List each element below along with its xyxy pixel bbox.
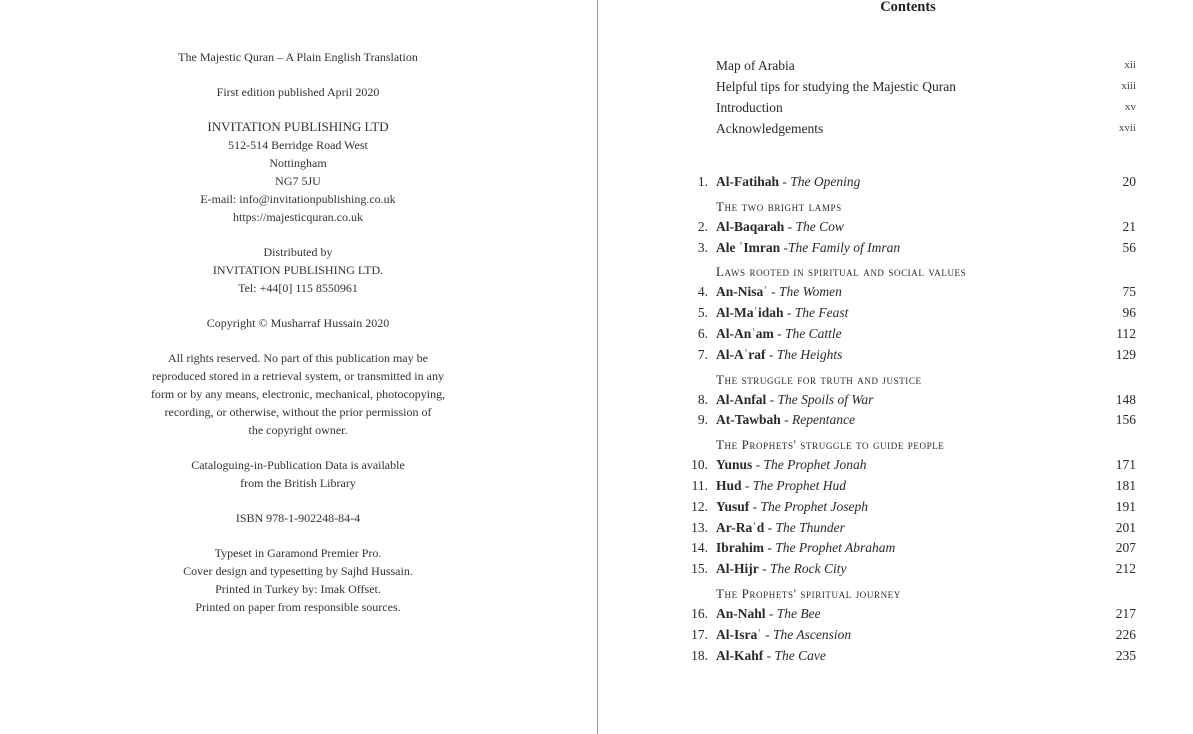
front-matter-page: xv: [1125, 101, 1136, 113]
toc-entry-surah-name: Ibrahim: [716, 540, 765, 556]
toc-entry-page: 171: [1115, 457, 1136, 473]
imprint-line: NG7 5JU: [275, 174, 321, 188]
toc-entry-separator: -: [773, 325, 785, 341]
imprint-isbn: [98, 509, 498, 527]
toc-entry-number: 3.: [697, 239, 708, 255]
toc-entry-number: 8.: [697, 391, 708, 407]
toc-entry[interactable]: [674, 345, 1136, 366]
toc-entry-translation: The Rock City: [770, 561, 847, 577]
toc-entry-separator: -: [763, 647, 775, 663]
toc-entry[interactable]: [674, 282, 1136, 303]
imprint-line: https://majesticquran.co.uk: [233, 210, 363, 224]
imprint-line: Printed in Turkey by: Imak Offset.: [215, 582, 381, 596]
toc-entry-separator: -: [765, 346, 777, 362]
toc-entry-surah-name: Al-Maʾidah: [716, 305, 784, 321]
toc-entry-page: 56: [1122, 239, 1136, 255]
toc-entry-surah-name: Al-Anʿam: [716, 325, 774, 341]
imprint-copyright: [98, 314, 498, 332]
imprint-edition: [98, 83, 498, 101]
toc-entry-surah-name: Al-Aʿraf: [716, 346, 766, 362]
toc-entry-separator: -: [765, 605, 777, 621]
front-matter-label: Map of Arabia: [716, 58, 795, 73]
toc-entry-translation: The Cow: [795, 218, 844, 234]
front-matter-label: Introduction: [716, 100, 783, 115]
toc-entry-page: 129: [1115, 346, 1136, 362]
toc-entry-translation: The Cattle: [785, 325, 842, 341]
toc-entry-page: 21: [1122, 218, 1136, 234]
toc-entry[interactable]: [674, 497, 1136, 518]
toc-entry-surah-name: Al-Hijr: [716, 561, 759, 577]
toc-entry[interactable]: [674, 625, 1136, 646]
imprint-line: the copyright owner.: [248, 423, 348, 437]
imprint-line: Cover design and typesetting by Sajhd Hussain.: [183, 564, 413, 578]
toc-entry-page: 148: [1115, 391, 1136, 407]
contents-page: [598, 0, 1193, 734]
surah-contents-list: [674, 172, 1136, 670]
imprint-line: INVITATION PUBLISHING LTD.: [212, 263, 384, 277]
toc-entry-separator: -: [752, 457, 764, 473]
toc-entry-separator: -: [758, 561, 770, 577]
toc-entry-number: 1.: [697, 174, 708, 189]
imprint-block: [98, 48, 498, 633]
toc-entry[interactable]: [674, 238, 1136, 259]
toc-entry-page: 20: [1122, 174, 1136, 189]
toc-entry-translation: The Family of Imran: [788, 239, 901, 255]
toc-entry-number: 10.: [691, 457, 708, 473]
toc-entry-page: 75: [1122, 284, 1136, 300]
front-matter-item[interactable]: [716, 55, 1136, 76]
toc-entry-translation: Repentance: [792, 412, 855, 428]
front-matter-item[interactable]: [716, 97, 1136, 118]
toc-entry-surah-name: Yusuf: [716, 498, 750, 514]
toc-entry-page: 96: [1122, 305, 1136, 321]
toc-entry-number: 9.: [697, 412, 708, 428]
toc-section-heading: The struggle for truth and justice: [716, 371, 922, 387]
toc-entry-surah-name: Yunus: [716, 457, 753, 473]
imprint-line: All rights reserved. No part of this publication may be: [168, 351, 428, 365]
imprint-line: Tel: +44[0] 115 8550961: [238, 281, 358, 295]
front-matter-label: Helpful tips for studying the Majestic Quran: [716, 79, 956, 94]
toc-entry[interactable]: [674, 390, 1136, 411]
toc-entry-number: 14.: [691, 540, 708, 556]
toc-entry-translation: The Thunder: [775, 519, 845, 535]
toc-entry-translation: The Women: [779, 284, 842, 300]
toc-entry-surah-name: Ar-Raʿd: [716, 519, 765, 535]
toc-section: [674, 435, 1136, 580]
toc-entry-separator: -: [761, 626, 773, 642]
toc-section-heading: The two bright lamps: [716, 198, 842, 214]
toc-section: [674, 584, 1136, 666]
toc-entry-number: 15.: [691, 561, 708, 577]
toc-entry-page: 235: [1115, 647, 1136, 663]
toc-entry-number: 2.: [697, 218, 708, 234]
imprint-line: ISBN 978-1-902248-84-4: [235, 511, 361, 525]
toc-entry-translation: The Ascension: [773, 626, 852, 642]
toc-section: [674, 172, 1136, 193]
imprint-line: E-mail: info@invitationpublishing.co.uk: [200, 192, 396, 206]
toc-entry-page: 226: [1115, 626, 1136, 642]
toc-entry-number: 16.: [691, 605, 708, 621]
toc-entry-separator: -: [780, 412, 793, 428]
toc-entry-surah-name: Al-Kahf: [716, 647, 764, 663]
imprint-line: Distributed by: [263, 245, 333, 259]
toc-entry-surah-name: Ale ʿImran: [716, 239, 781, 255]
toc-entry-translation: The Prophet Hud: [752, 477, 847, 493]
front-matter-page: xiii: [1121, 80, 1136, 92]
toc-entry-surah-name: At-Tawbah: [716, 412, 781, 428]
imprint-cip: [98, 456, 498, 492]
toc-entry[interactable]: [674, 217, 1136, 238]
toc-entry-number: 4.: [697, 284, 708, 300]
imprint-line: First edition published April 2020: [216, 85, 380, 99]
front-matter-item[interactable]: [716, 76, 1136, 97]
front-matter-list: [716, 55, 1136, 139]
toc-entry-number: 11.: [691, 477, 708, 493]
imprint-rights: [98, 349, 498, 439]
front-matter-item[interactable]: [716, 118, 1136, 139]
toc-section-heading: The Prophets' spiritual journey: [716, 585, 901, 601]
toc-entry-page: 112: [1116, 325, 1136, 341]
contents-title: Contents: [880, 0, 936, 15]
toc-entry[interactable]: [674, 172, 1136, 193]
toc-entry[interactable]: [674, 476, 1136, 497]
imprint-typeset: [98, 544, 498, 616]
toc-entry-surah-name: Al-Fatihah: [716, 174, 780, 189]
toc-entry-page: 217: [1115, 605, 1136, 621]
toc-entry-translation: The Prophet Jonah: [763, 457, 867, 473]
toc-entry-number: 6.: [697, 325, 708, 341]
toc-section: [674, 370, 1136, 432]
toc-section-heading: Laws rooted in spiritual and social values: [716, 264, 967, 280]
toc-entry-surah-name: Hud: [716, 477, 742, 493]
toc-entry[interactable]: [674, 410, 1136, 431]
toc-entry-separator: -: [783, 305, 795, 321]
toc-entry[interactable]: [674, 303, 1136, 324]
toc-entry-separator: -: [766, 391, 778, 407]
toc-entry-separator: -: [749, 498, 761, 514]
toc-entry-separator: -: [779, 174, 791, 189]
toc-entry-separator: -: [784, 218, 796, 234]
toc-entry-number: 17.: [691, 626, 708, 642]
toc-entry-translation: The Bee: [776, 605, 821, 621]
toc-entry-page: 207: [1115, 540, 1136, 556]
toc-entry-page: 201: [1115, 519, 1136, 535]
toc-entry-separator: -: [767, 284, 780, 300]
toc-entry[interactable]: [674, 538, 1136, 559]
imprint-line: Cataloguing-in-Publication Data is available: [191, 458, 405, 472]
toc-entry-page: 191: [1115, 498, 1136, 514]
imprint-line: reproduced stored in a retrieval system, or transmitted in any: [152, 369, 444, 383]
toc-entry-surah-name: Al-Baqarah: [716, 218, 785, 234]
toc-section: [674, 197, 1136, 259]
toc-entry-number: 12.: [691, 498, 708, 514]
toc-entry-translation: The Spoils of War: [777, 391, 874, 407]
toc-entry-page: 212: [1115, 561, 1136, 577]
toc-entry-surah-name: Al-Anfal: [716, 391, 767, 407]
toc-entry-translation: The Heights: [776, 346, 843, 362]
toc-entry[interactable]: [674, 604, 1136, 625]
toc-entry[interactable]: [674, 559, 1136, 580]
imprint-dist: [98, 243, 498, 297]
toc-entry-page: 181: [1115, 477, 1136, 493]
imprint-line: Nottingham: [269, 156, 327, 170]
toc-entry-number: 5.: [697, 305, 708, 321]
toc-entry[interactable]: [674, 646, 1136, 667]
imprint-line: Typeset in Garamond Premier Pro.: [214, 546, 382, 560]
toc-entry-separator: -: [764, 540, 776, 556]
toc-entry[interactable]: [674, 324, 1136, 345]
toc-section-heading: The Prophets' struggle to guide people: [716, 437, 945, 453]
imprint-line: recording, or otherwise, without the prior permission of: [164, 405, 432, 419]
toc-entry[interactable]: [674, 518, 1136, 539]
toc-entry-page: 156: [1115, 412, 1136, 428]
toc-entry-translation: The Cave: [774, 647, 826, 663]
toc-entry-number: 7.: [697, 346, 708, 362]
toc-entry-number: 18.: [691, 647, 708, 663]
toc-entry-separator: -: [741, 477, 753, 493]
toc-entry-translation: The Feast: [794, 305, 849, 321]
imprint-line: from the British Library: [240, 476, 356, 490]
imprint-title: [98, 48, 498, 66]
imprint-line: 512-514 Berridge Road West: [228, 138, 368, 152]
front-matter-label: Acknowledgements: [716, 121, 824, 136]
imprint-line: Printed on paper from responsible sources.: [195, 600, 401, 614]
toc-entry-separator: -: [764, 519, 776, 535]
imprint-line: The Majestic Quran – A Plain English Translation: [178, 50, 418, 64]
toc-entry-surah-name: An-Nahl: [716, 605, 766, 621]
toc-section: [674, 262, 1136, 365]
toc-entry[interactable]: [674, 455, 1136, 476]
toc-entry-translation: The Prophet Abraham: [775, 540, 896, 556]
toc-entry-number: 13.: [691, 519, 708, 535]
front-matter-page: xii: [1124, 59, 1136, 71]
front-matter-page: xvii: [1118, 122, 1136, 134]
toc-entry-separator: -: [780, 239, 788, 255]
toc-entry-translation: The Prophet Joseph: [760, 498, 869, 514]
imprint-line: form or by any means, electronic, mechanical, photocopying,: [150, 387, 446, 401]
toc-entry-surah-name: An-Nisaʾ: [716, 284, 768, 300]
imprint-line: INVITATION PUBLISHING LTD: [207, 119, 389, 134]
imprint-line: Copyright © Musharraf Hussain 2020: [206, 316, 390, 330]
toc-entry-surah-name: Al-Israʾ: [716, 626, 762, 642]
toc-entry-translation: The Opening: [790, 174, 861, 189]
imprint-pub: [98, 118, 498, 226]
